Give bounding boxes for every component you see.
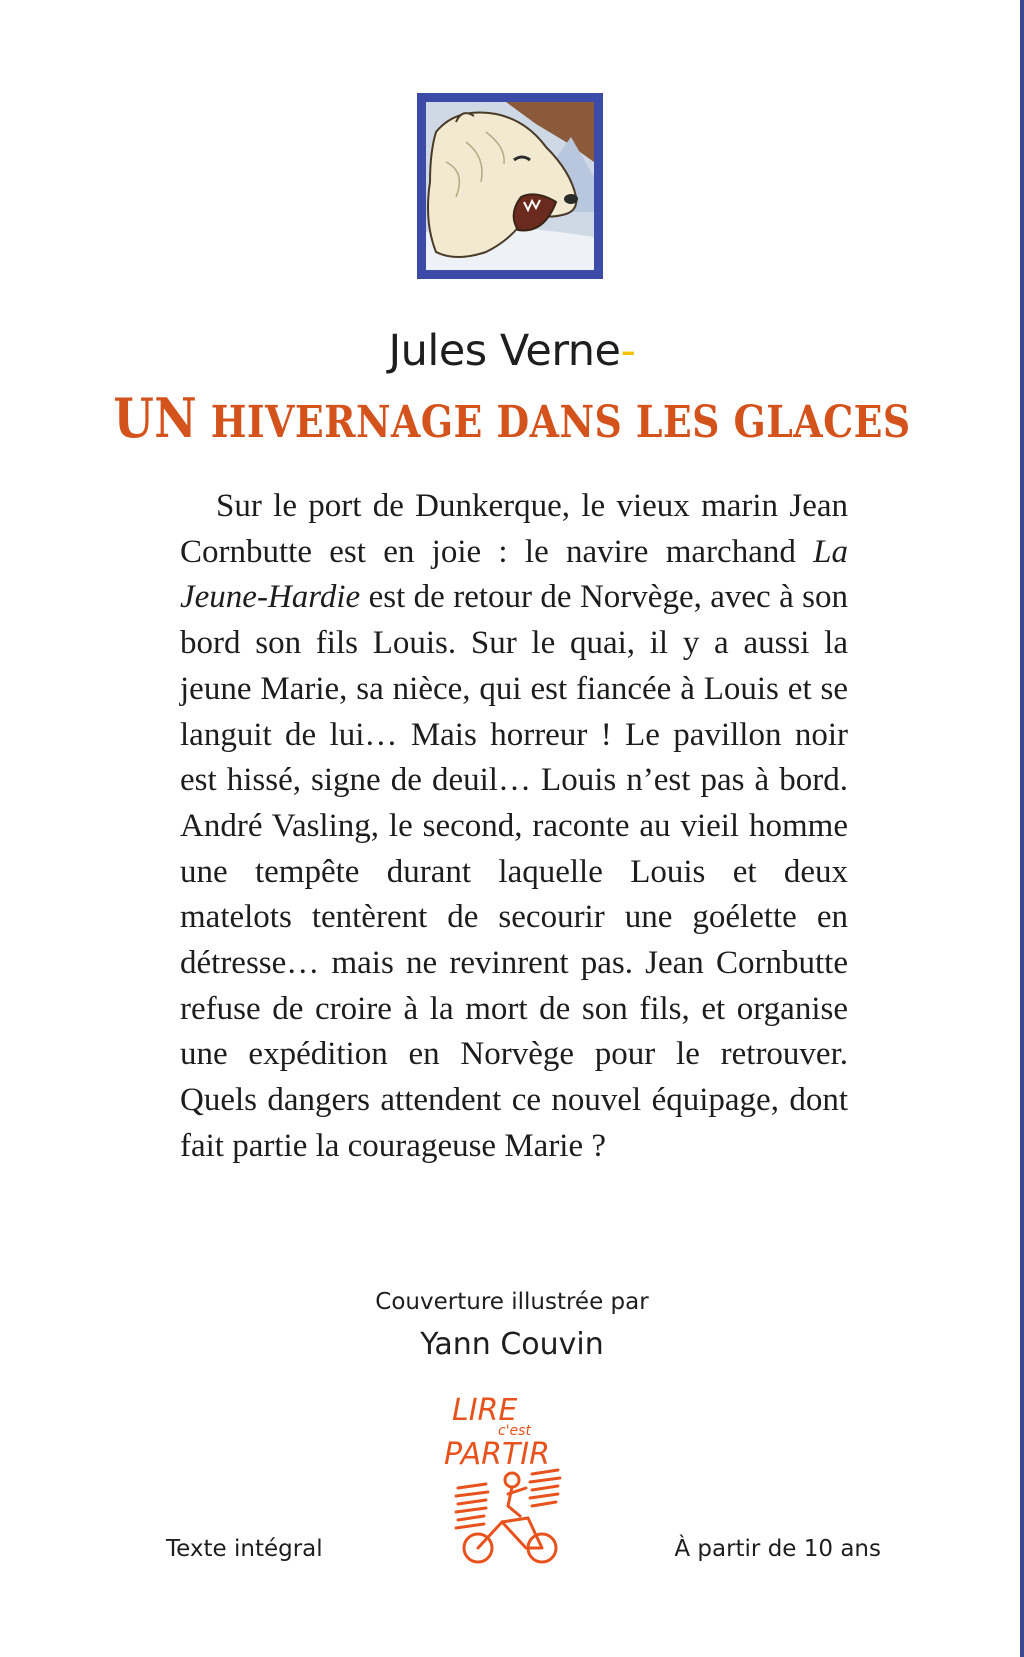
spine-edge-rule <box>1020 0 1024 1657</box>
blurb-part-1: Sur le port de Dunkerque, le vieux marin Jean Cornbutte est en joie : le navire marchand <box>180 488 848 570</box>
logo-line-2: c'est <box>498 1423 531 1439</box>
footer-full-text: Texte intégral <box>166 1536 323 1562</box>
polar-bear-thumbnail <box>417 93 603 279</box>
author-dash: - <box>620 326 636 376</box>
author-name <box>0 326 1024 376</box>
book-title-initial: UN <box>113 386 198 450</box>
logo-line-1: LIRE <box>452 1393 518 1428</box>
book-title-rest: HIVERNAGE DANS LES GLACES <box>197 397 911 448</box>
author-text: Jules Verne <box>388 326 621 376</box>
blurb-paragraph <box>180 484 848 1170</box>
lire-cest-partir-logo <box>440 1388 580 1568</box>
logo-line-3: PARTIR <box>444 1437 550 1472</box>
polar-bear-illustration <box>426 102 594 270</box>
book-title <box>72 386 953 450</box>
blurb-part-2: est de retour de Norvège, avec à son bord son fils Louis. Sur le quai, il y a aussi la jeune Marie, sa nièce, qui est fiancée à Louis et se languit de lui… Mais horreur ! Le pavillon noir est hissé, signe de deuil… Louis n’est pas à bord. André Vasling, le second, raconte au vieil homme une tempête durant laquelle Louis et deux matelots tentèrent de secourir une goélette en détresse… mais ne revinrent pas. Jean Cornbutte refuse de croire à la mort de son fils, et organise une expédition en Norvège pour le retrouver. Quels dangers attendent ce nouvel équipage, dont fait partie la courageuse Marie ? <box>180 579 848 1164</box>
footer-age-range: À partir de 10 ans <box>674 1536 881 1562</box>
blurb-ship-name: La Jeune-Hardie <box>180 533 848 616</box>
illustrator-name: Yann Couvin <box>420 1327 604 1362</box>
illustration-credit-label: Couverture illustrée par <box>375 1289 649 1315</box>
